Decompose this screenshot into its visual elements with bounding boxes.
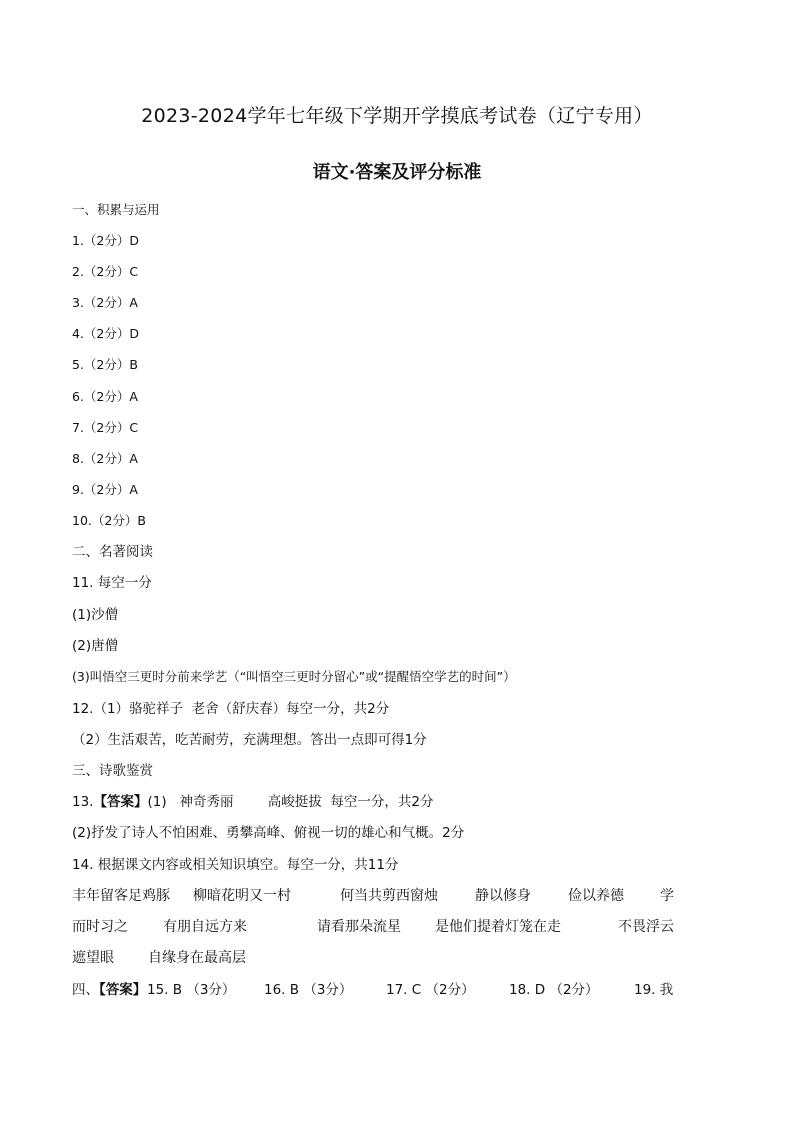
answer-12-1: 12.（1）骆驼祥子 老舍（舒庆春）每空一分，共2分 [72, 701, 390, 717]
fill-answer: 静以修身 [475, 888, 531, 904]
answer-8: 8.（2分）A [72, 451, 138, 466]
page-subtitle: 语文·答案及评分标准 [312, 162, 482, 183]
fill-answer: 丰年留客足鸡豚 [72, 888, 170, 904]
section-4-label: 四、 [72, 982, 99, 998]
page-title: 2023-2024学年七年级下学期开学摸底考试卷（辽宁专用） [141, 105, 653, 127]
answer-9: 9.（2分）A [72, 482, 138, 497]
answer-11-1: (1)沙僧 [72, 607, 119, 623]
answer-3: 3.（2分）A [72, 295, 138, 310]
answer-11-3: (3)叫悟空三更时分前来学艺（“叫悟空三更时分留心”或“提醒悟空学艺的时间”） [72, 669, 516, 684]
answer-10: 10.（2分）B [72, 513, 146, 528]
fill-row-1 [72, 886, 682, 906]
section-heading-3: 三、诗歌鉴赏 [72, 763, 153, 779]
question-14: 14. 根据课文内容或相关知识填空。每空一分，共11分 [72, 857, 399, 873]
fill-answer: 遮望眼 [72, 950, 114, 966]
question-number: 13. [72, 794, 94, 810]
section-heading-1: 一、积累与运用 [72, 202, 160, 217]
fill-answer: 学 [660, 888, 674, 904]
fill-answer: 柳暗花明又一村 [193, 888, 291, 904]
section-heading-2: 二、名著阅读 [72, 544, 153, 560]
fill-answer: 请看那朵流星 [317, 919, 401, 935]
fill-answer: 而时习之 [72, 919, 128, 935]
answer-11-2: (2)唐僧 [72, 638, 119, 654]
answer-text: (1) 神奇秀丽 高峻挺拔 每空一分，共2分 [147, 794, 434, 810]
answer-15: 15. B （3分） [147, 982, 236, 998]
section-heading-4 [72, 980, 146, 1000]
section-4-answers [72, 980, 682, 1000]
answer-18: 18. D （2分） [509, 982, 599, 998]
answer-tag: 【答案】 [99, 982, 147, 998]
answer-12-2: （2）生活艰苦，吃苦耐劳，充满理想。答出一点即可得1分 [72, 732, 427, 748]
answer-13-1 [72, 792, 732, 812]
fill-answer: 有朋自远方来 [163, 919, 247, 935]
fill-row-3 [72, 948, 682, 968]
fill-answer: 不畏浮云 [618, 919, 674, 935]
fill-row-2 [72, 917, 682, 937]
fill-answer: 何当共剪西窗烛 [340, 888, 438, 904]
answer-7: 7.（2分）C [72, 420, 139, 435]
fill-answer: 俭以养德 [568, 888, 624, 904]
answer-1: 1.（2分）D [72, 233, 140, 248]
fill-answer: 自缘身在最高层 [148, 950, 246, 966]
answer-5: 5.（2分）B [72, 357, 138, 372]
answer-2: 2.（2分）C [72, 264, 139, 279]
answer-19: 19. 我 [634, 982, 674, 998]
answer-4: 4.（2分）D [72, 326, 140, 341]
question-11: 11. 每空一分 [72, 575, 152, 591]
answer-tag: 【答案】 [93, 794, 148, 810]
answer-17: 17. C （2分） [386, 982, 475, 998]
fill-answer: 是他们提着灯笼在走 [435, 919, 561, 935]
answer-13-2: (2)抒发了诗人不怕困难、勇攀高峰、俯视一切的雄心和气概。2分 [72, 825, 465, 841]
answer-16: 16. B （3分） [264, 982, 353, 998]
answer-6: 6.（2分）A [72, 389, 138, 404]
